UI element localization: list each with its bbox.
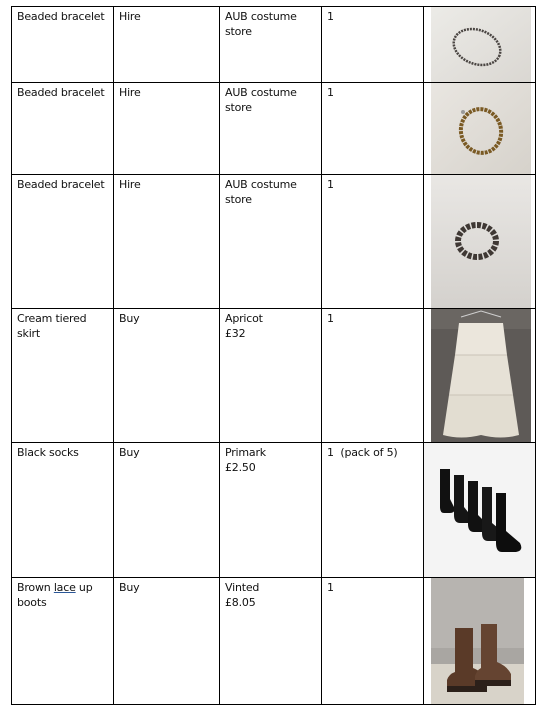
- image-cell: [424, 443, 536, 578]
- table-row: [12, 175, 536, 309]
- image-cell: [424, 83, 536, 175]
- source-detail: £2.50: [225, 461, 256, 474]
- source-cell: [220, 83, 322, 175]
- quantity-cell: 1: [322, 578, 424, 705]
- image-cell: [424, 175, 536, 309]
- quantity-cell: 1: [322, 83, 424, 175]
- source-detail: £8.05: [225, 596, 256, 609]
- source-cell: [220, 443, 322, 578]
- table-row: [12, 309, 536, 443]
- item-cell: Beaded bracelet: [12, 83, 114, 175]
- source-detail: store: [225, 25, 252, 38]
- bracelet-photo: [431, 83, 531, 174]
- quantity-cell: 1 (pack of 5): [322, 443, 424, 578]
- bracelet-photo: [431, 175, 531, 308]
- image-cell: [424, 309, 536, 443]
- item-cell: Beaded bracelet: [12, 7, 114, 83]
- bracelet-photo: [431, 7, 531, 82]
- source-name: Apricot: [225, 312, 263, 325]
- acquire-cell: Hire: [114, 7, 220, 83]
- table-row: [12, 578, 536, 705]
- source-name: Vinted: [225, 581, 260, 594]
- acquire-cell: Hire: [114, 175, 220, 309]
- costume-table: [11, 6, 536, 705]
- source-detail: store: [225, 101, 252, 114]
- source-cell: [220, 7, 322, 83]
- source-detail: £32: [225, 327, 246, 340]
- source-cell: [220, 309, 322, 443]
- source-detail: store: [225, 193, 252, 206]
- image-cell: [424, 578, 536, 705]
- item-cell: Cream tiered skirt: [12, 309, 114, 443]
- socks-photo: [424, 443, 535, 577]
- skirt-photo: [431, 309, 531, 442]
- spellcheck-word: lace: [53, 581, 76, 594]
- quantity-cell: 1: [322, 175, 424, 309]
- quantity-cell: 1: [322, 309, 424, 443]
- boots-photo: [431, 578, 524, 704]
- source-name: AUB costume: [225, 86, 297, 99]
- item-cell: Beaded bracelet: [12, 175, 114, 309]
- acquire-cell: Buy: [114, 443, 220, 578]
- source-cell: [220, 578, 322, 705]
- source-name: AUB costume: [225, 10, 297, 23]
- table-row: [12, 83, 536, 175]
- item-cell: Black socks: [12, 443, 114, 578]
- source-name: Primark: [225, 446, 266, 459]
- item-cell: Brown lace up boots: [12, 578, 114, 705]
- source-cell: [220, 175, 322, 309]
- source-name: AUB costume: [225, 178, 297, 191]
- acquire-cell: Buy: [114, 578, 220, 705]
- acquire-cell: Buy: [114, 309, 220, 443]
- acquire-cell: Hire: [114, 83, 220, 175]
- quantity-cell: 1: [322, 7, 424, 83]
- table-row: [12, 443, 536, 578]
- image-cell: [424, 7, 536, 83]
- table-row: [12, 7, 536, 83]
